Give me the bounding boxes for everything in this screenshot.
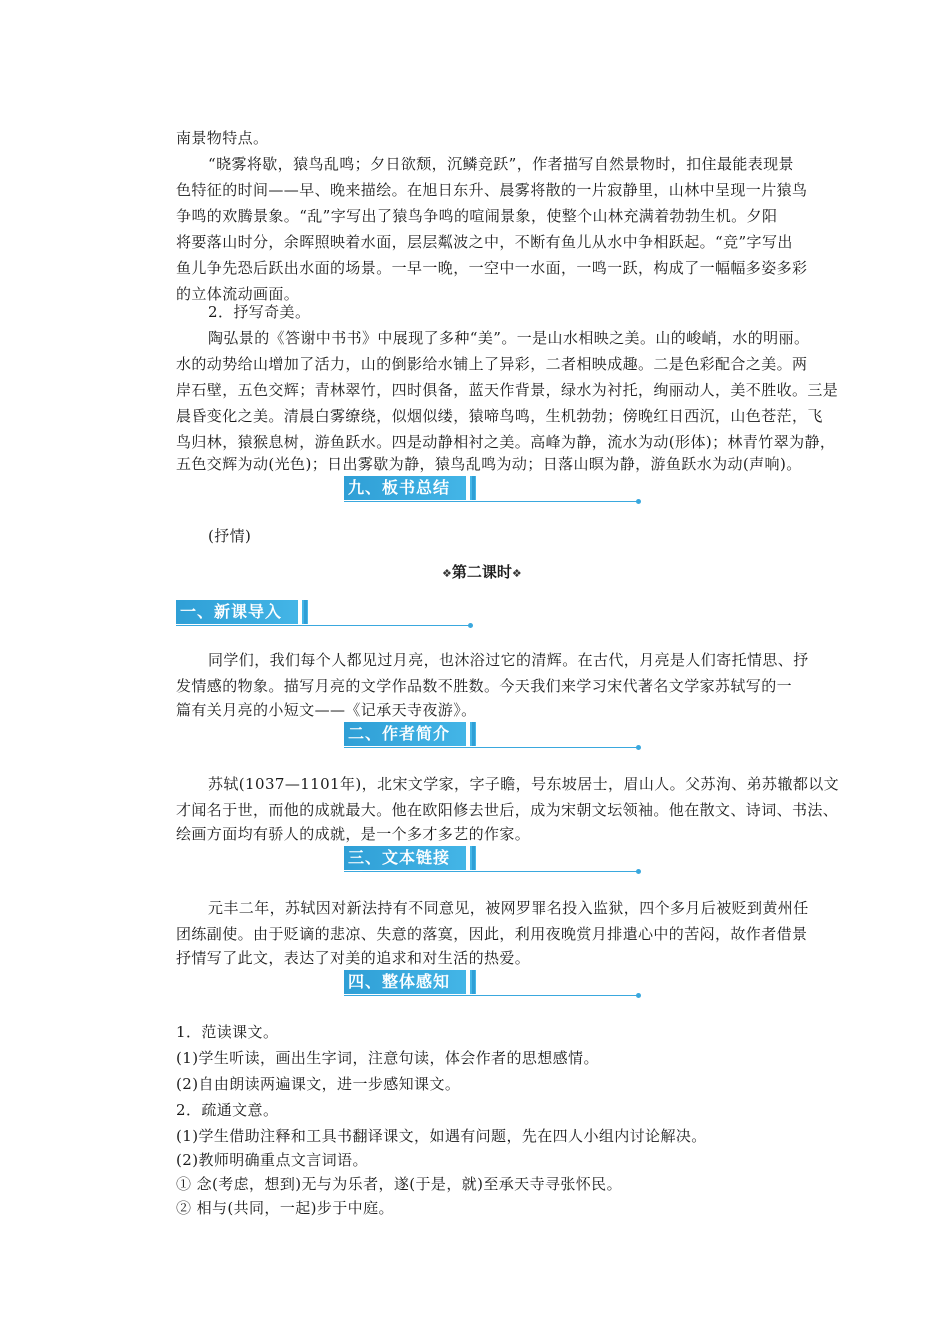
- ornament-icon: ❖: [511, 567, 522, 580]
- list-item: 2．疏通文意。: [176, 1101, 279, 1119]
- heading-label: 三、文本链接: [344, 846, 476, 870]
- heading-label: 九、板书总结: [344, 476, 476, 500]
- text-line: 陶弘景的《答谢中书书》中展现了多种“美”。一是山水相映之美。山的峻峭，水的明丽。: [208, 329, 810, 347]
- heading-underline-dot: [636, 499, 641, 504]
- heading-divider: [466, 970, 470, 994]
- heading-underline-dot: [636, 993, 641, 998]
- heading-underline: [344, 871, 640, 872]
- text-line: 绘画方面均有骄人的成就，是一个多才多艺的作家。: [176, 825, 531, 843]
- heading-divider: [472, 476, 475, 500]
- heading-divider: [466, 846, 470, 870]
- section-heading-overall-perception: [344, 970, 644, 998]
- text-line: 鸟归林，猿猴息树，游鱼跃水。四是动静相衬之美。高峰为静，流水为动(形体)；林青竹翠为静，: [176, 433, 836, 451]
- heading-underline: [344, 501, 640, 502]
- heading-divider: [298, 600, 302, 624]
- section-heading-board-summary: [344, 476, 644, 504]
- heading-divider: [472, 722, 475, 746]
- text-line: 团练副使。由于贬谪的悲凉、失意的落寞，因此，利用夜晚赏月排遣心中的苦闷，故作者借景: [176, 925, 808, 943]
- text-line: 将要落山时分，余晖照映着水面，层层粼波之中，不断有鱼儿从水中争相跃起。“竞”字写出: [176, 233, 793, 251]
- text-line: 抒情写了此文，表达了对美的追求和对生活的热爱。: [176, 949, 531, 967]
- heading-divider: [472, 970, 475, 994]
- list-item: (2)教师明确重点文言词语。: [176, 1151, 368, 1169]
- text-line: 篇有关月亮的小短文——《记承天寺夜游》。: [176, 701, 477, 719]
- text-line: 苏轼(1037—1101年)，北宋文学家，字子瞻，号东坡居士，眉山人。父苏洵、弟苏辙都以文: [208, 775, 840, 793]
- text-line: 水的动势给山增加了活力，山的倒影给水铺上了异彩，二者相映成趣。二是色彩配合之美。两: [176, 355, 808, 373]
- list-item: (1)学生听读，画出生字词，注意句读，体会作者的思想感情。: [176, 1049, 599, 1067]
- text-line: 才闻名于世，而他的成就最大。他在欧阳修去世后，成为宋朝文坛领袖。他在散文、诗词、书法、: [176, 801, 839, 819]
- heading-label: 二、作者简介: [344, 722, 476, 746]
- heading-underline-dot: [636, 869, 641, 874]
- heading-divider: [472, 846, 475, 870]
- heading-label: 一、新课导入: [176, 600, 308, 624]
- text-line: 2．抒写奇美。: [208, 303, 311, 321]
- list-item: 1．范读课文。: [176, 1023, 279, 1041]
- section-heading-author: [344, 722, 644, 750]
- text-line: 发情感的物象。描写月亮的文学作品数不胜数。今天我们来学习宋代著名文学家苏轼写的一: [176, 677, 793, 695]
- heading-underline: [344, 995, 640, 996]
- text-line: “晓雾将歇，猿鸟乱鸣；夕日欲颓，沉鳞竞跃”，作者描写自然景物时，扣住最能表现景: [208, 155, 794, 173]
- heading-underline: [344, 747, 640, 748]
- text-line: 鱼儿争先恐后跃出水面的场景。一早一晚，一空中一水面，一鸣一跃，构成了一幅幅多姿多彩: [176, 259, 808, 277]
- section-heading-introduction: [176, 600, 476, 628]
- text-line: 同学们，我们每个人都见过月亮，也沐浴过它的清辉。在古代，月亮是人们寄托情思、抒: [208, 651, 809, 669]
- list-item: (2)自由朗读两遍课文，进一步感知课文。: [176, 1075, 461, 1093]
- list-item: (1)学生借助注释和工具书翻译课文，如遇有问题，先在四人小组内讨论解决。: [176, 1127, 707, 1145]
- text-line: 晨昏变化之美。清晨白雾缭绕，似烟似缕，猿啼鸟鸣，生机勃勃；傍晚红日西沉，山色苍茫，飞: [176, 407, 823, 425]
- board-summary-text: (抒情): [208, 527, 252, 545]
- text-line: 色特征的时间——早、晚来描绘。在旭日东升、晨雾将散的一片寂静里，山林中呈现一片猿鸟: [176, 181, 808, 199]
- list-item: ② 相与(共同，一起)步于中庭。: [176, 1199, 394, 1217]
- text-line: 元丰二年，苏轼因对新法持有不同意见，被网罗罪名投入监狱，四个多月后被贬到黄州任: [208, 899, 809, 917]
- heading-underline-dot: [468, 623, 473, 628]
- heading-divider: [304, 600, 307, 624]
- heading-underline-dot: [636, 745, 641, 750]
- section-heading-text-link: [344, 846, 644, 874]
- heading-label: 四、整体感知: [344, 970, 476, 994]
- text-line: 五色交辉为动(光色)；日出雾歇为静，猿鸟乱鸣为动；日落山暝为静，游鱼跃水为动(声响)。: [176, 455, 802, 473]
- lesson-title: [442, 562, 522, 584]
- text-line: 争鸣的欢腾景象。“乱”字写出了猿鸟争鸣的喧闹景象，使整个山林充满着勃勃生机。夕阳: [176, 207, 778, 225]
- ornament-icon: ❖: [442, 567, 452, 580]
- lesson-title-text: 第二课时: [451, 563, 512, 581]
- text-line: 南景物特点。: [176, 129, 269, 147]
- heading-divider: [466, 722, 470, 746]
- heading-underline: [176, 625, 472, 626]
- heading-divider: [466, 476, 470, 500]
- list-item: ① 念(考虑，想到)无与为乐者，遂(于是，就)至承天寺寻张怀民。: [176, 1175, 622, 1193]
- text-line: 的立体流动画面。: [176, 285, 300, 303]
- text-line: 岸石壁，五色交辉；青林翠竹，四时俱备，蓝天作背景，绿水为衬托，绚丽动人，美不胜收。三是: [176, 381, 839, 399]
